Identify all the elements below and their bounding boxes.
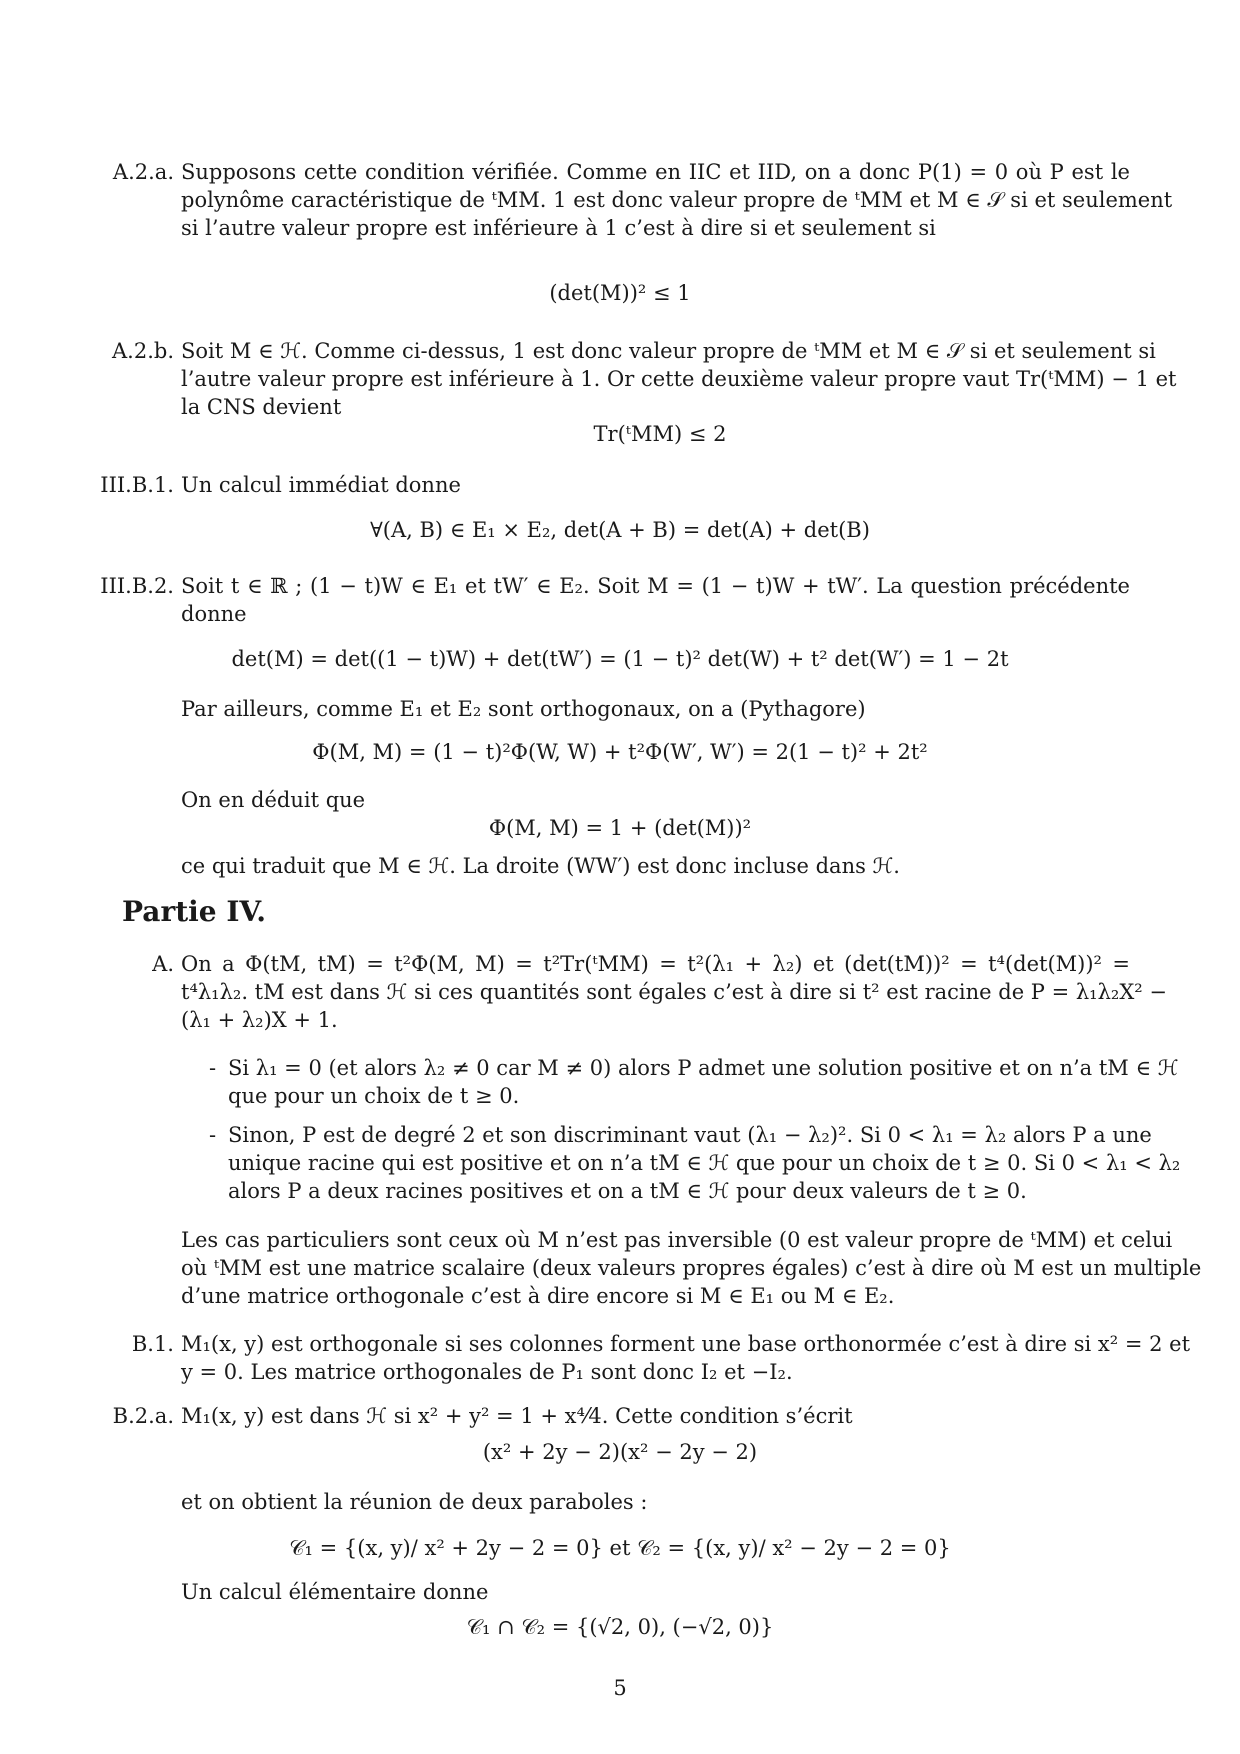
- equation: Tr(ᵗMM) ≤ 2: [593, 422, 727, 446]
- paragraph-line: la CNS devient: [181, 395, 342, 419]
- paragraph-line: (λ₁ + λ₂)X + 1.: [181, 1008, 338, 1032]
- paragraph-line: où ᵗMM est une matrice scalaire (deux valeurs propres égales) c’est à dire où M est un multiple: [181, 1256, 1202, 1280]
- paragraph-line: et on obtient la réunion de deux paraboles :: [181, 1490, 648, 1514]
- paragraph-line: M₁(x, y) est dans ℋ si x² + y² = 1 + x⁴⁄4. Cette condition s’écrit: [181, 1404, 853, 1428]
- equation: 𝒞₁ ∩ 𝒞₂ = {(√2, 0), (−√2, 0)}: [466, 1615, 774, 1639]
- equation: ∀(A, B) ∈ E₁ × E₂, det(A + B) = det(A) + det(B): [370, 518, 870, 542]
- item-label-b2a: B.2.a.: [112, 1404, 174, 1428]
- paragraph-line: y = 0. Les matrice orthogonales de P₁ sont donc I₂ et −I₂.: [181, 1360, 793, 1384]
- paragraph-line: Les cas particuliers sont ceux où M n’est pas inversible (0 est valeur propre de ᵗMM) et celui: [181, 1228, 1173, 1252]
- equation: Φ(M, M) = 1 + (det(M))²: [488, 816, 752, 840]
- paragraph-line: t⁴λ₁λ₂. tM est dans ℋ si ces quantités sont égales c’est à dire si t² est racine de P = λ₁λ₂X² −: [181, 980, 1167, 1004]
- paragraph-line: Soit M ∈ ℋ. Comme ci-dessus, 1 est donc valeur propre de ᵗMM et M ∈ 𝒮 si et seulement si: [181, 339, 1156, 363]
- equation: 𝒞₁ = {(x, y)/ x² + 2y − 2 = 0} et 𝒞₂ = {(x, y)/ x² − 2y − 2 = 0}: [289, 1536, 951, 1560]
- bullet-line: que pour un choix de t ≥ 0.: [228, 1084, 520, 1108]
- item-label-a2b: A.2.b.: [112, 339, 174, 363]
- paragraph-line: On en déduit que: [181, 788, 366, 812]
- equation: (det(M))² ≤ 1: [549, 281, 691, 305]
- paragraph-line: Par ailleurs, comme E₁ et E₂ sont orthogonaux, on a (Pythagore): [181, 697, 866, 721]
- paragraph-line: Soit t ∈ ℝ ; (1 − t)W ∈ E₁ et tW′ ∈ E₂. Soit M = (1 − t)W + tW′. La question précédente: [181, 574, 1130, 598]
- item-label-b1: B.1.: [131, 1332, 174, 1356]
- paragraph-line: d’une matrice orthogonale c’est à dire encore si M ∈ E₁ ou M ∈ E₂.: [181, 1284, 895, 1308]
- paragraph-line: polynôme caractéristique de ᵗMM. 1 est donc valeur propre de ᵗMM et M ∈ 𝒮 si et seulement: [181, 188, 1173, 212]
- bullet-marker: -: [209, 1056, 217, 1080]
- item-label-iiib2: III.B.2.: [100, 574, 174, 598]
- item-label-a2a: A.2.a.: [112, 160, 174, 184]
- paragraph-line: l’autre valeur propre est inférieure à 1. Or cette deuxième valeur propre vaut Tr(ᵗMM) − 1 et: [181, 367, 1177, 391]
- paragraph-line: Un calcul élémentaire donne: [181, 1580, 489, 1604]
- paragraph-line: Supposons cette condition vérifiée. Comme en IIC et IID, on a donc P(1) = 0 où P est le: [181, 160, 1130, 184]
- bullet-line: alors P a deux racines positives et on a tM ∈ ℋ pour deux valeurs de t ≥ 0.: [228, 1179, 1027, 1203]
- paragraph-line: donne: [181, 602, 247, 626]
- paragraph-line: si l’autre valeur propre est inférieure à 1 c’est à dire si et seulement si: [181, 216, 936, 240]
- section-heading: Partie IV.: [122, 895, 267, 928]
- equation: Φ(M, M) = (1 − t)²Φ(W, W) + t²Φ(W′, W′) = 2(1 − t)² + 2t²: [312, 740, 928, 764]
- item-label-iva: A.: [152, 952, 174, 976]
- bullet-marker: -: [209, 1123, 217, 1147]
- page-number: 5: [613, 1676, 627, 1700]
- paragraph-line: M₁(x, y) est orthogonale si ses colonnes forment une base orthonormée c’est à dire si x² = 2 et: [181, 1332, 1191, 1356]
- paragraph-line: Un calcul immédiat donne: [181, 473, 461, 497]
- equation: det(M) = det((1 − t)W) + det(tW′) = (1 − t)² det(W) + t² det(W′) = 1 − 2t: [231, 647, 1009, 671]
- bullet-line: Sinon, P est de degré 2 et son discriminant vaut (λ₁ − λ₂)². Si 0 < λ₁ = λ₂ alors P a une: [228, 1123, 1152, 1147]
- bullet-line: unique racine qui est positive et on n’a tM ∈ ℋ que pour un choix de t ≥ 0. Si 0 < λ₁ < λ₂: [228, 1151, 1181, 1175]
- paragraph-line: ce qui traduit que M ∈ ℋ. La droite (WW′) est donc incluse dans ℋ.: [181, 854, 900, 878]
- equation: (x² + 2y − 2)(x² − 2y − 2): [482, 1440, 758, 1464]
- paragraph-line: On a Φ(tM, tM) = t²Φ(M, M) = t²Tr(ᵗMM) = t²(λ₁ + λ₂) et (det(tM))² = t⁴(det(M))² =: [181, 952, 1130, 976]
- item-label-iiib1: III.B.1.: [100, 473, 174, 497]
- bullet-line: Si λ₁ = 0 (et alors λ₂ ≠ 0 car M ≠ 0) alors P admet une solution positive et on n’a tM ∈ ℋ: [228, 1056, 1179, 1080]
